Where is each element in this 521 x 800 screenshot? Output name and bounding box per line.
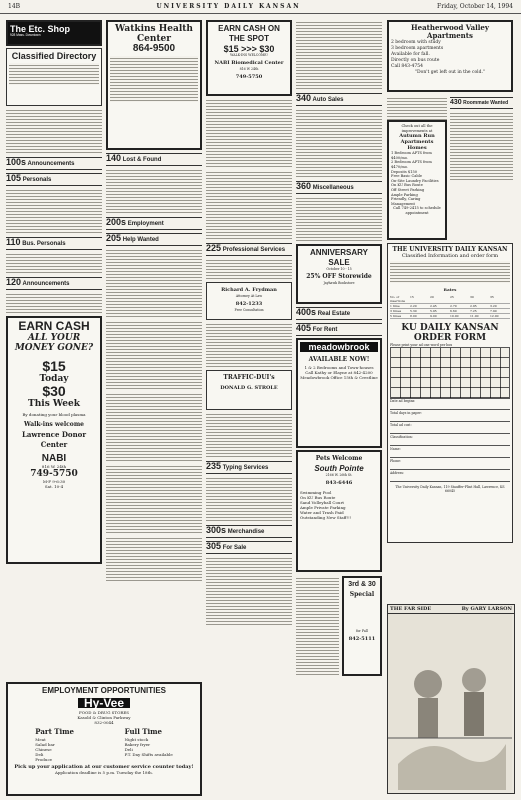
heatherwood-title: Heatherwood Valley Apartments [411, 23, 489, 40]
newspaper-name: UNIVERSITY DAILY KANSAN [156, 3, 301, 10]
rates-col-header: 20 [430, 295, 450, 304]
anniversary-promo: 25% OFF Storewide [306, 272, 372, 280]
name-field-label: Name: [390, 447, 401, 451]
rates-cell: 7.25 [470, 309, 490, 314]
help-wanted-listings-3 [106, 392, 202, 462]
earn-cash-ad [6, 316, 102, 564]
comic-illustration [388, 614, 512, 790]
col4-listings-1 [296, 20, 382, 90]
ft-item: Night stock [124, 737, 149, 742]
help-wanted-listings-5 [106, 536, 202, 582]
special-for-fall: for Fall [356, 629, 368, 633]
rates-col-header: 35 [490, 295, 510, 304]
amount-15: $15 [42, 358, 66, 374]
heatherwood-ad [387, 20, 513, 92]
phone-field[interactable] [390, 464, 510, 470]
pt-item: Deli [35, 752, 44, 757]
comic-author: By GARY LARSON [461, 606, 512, 612]
announcements2-heading: 120 Announcements [6, 277, 102, 290]
nabi-address: 816 W. 24th [41, 464, 67, 469]
heatherwood-item: Call 843-4754 [391, 64, 423, 69]
nabi-logo: NABI [41, 453, 67, 464]
meadowbrook-available: AVAILABLE NOW! [308, 356, 370, 363]
ft-item: Bakery fryer [124, 742, 151, 747]
watkins-hours [110, 56, 198, 102]
hyvee-employment-ad [6, 682, 202, 796]
hyvee-subtitle: FOOD & DRUG STORES [78, 710, 130, 715]
announcements-heading: 100s Announcements [6, 157, 102, 170]
roommate-heading: 430 Roommate Wanted [450, 97, 513, 109]
part-time-heading: Part Time [35, 727, 74, 736]
form-title: THE UNIVERSITY DAILY KANSAN [392, 246, 508, 253]
heatherwood-item: 3 bedroom apartments [391, 46, 444, 51]
rates-cell: 3.20 [490, 304, 510, 309]
mail-address: The University Daily Kansan, 119 Stauffer-Flint Hall, Lawrence, KS 66045 [395, 485, 505, 493]
classified-directory-title: Classified Directory [11, 51, 97, 61]
nabi-biomed-name: NABI Biomedical Center [214, 59, 284, 66]
days-field-label: Total days in paper: [390, 411, 422, 415]
rates-cell: 12.00 [490, 314, 510, 319]
column-2 [106, 18, 202, 678]
feature-item: On KU Bus Route [300, 494, 336, 500]
feature-item: Ample Private Parking [300, 504, 346, 510]
roommate-listings [450, 111, 513, 181]
bus-personals-heading: 110 Bus. Personals [6, 237, 102, 250]
autumn-check-text: Check out all the improvements at [401, 124, 433, 133]
classified-directory [6, 48, 102, 106]
page-header [0, 0, 521, 14]
feature-item: Outstanding New Staff!!! [300, 514, 352, 520]
professional-services-heading: 225 Professional Services [206, 243, 292, 256]
issue-date: Friday, October 14, 1994 [437, 3, 513, 10]
amount-30: $30 [42, 383, 66, 399]
employment-heading: 200s Employment [106, 217, 202, 230]
autumn-item: Friendly, Caring Management [391, 197, 421, 206]
south-pointe-ad [296, 450, 382, 572]
rates-cell: 5.30 [410, 309, 430, 314]
classified-policy-text [6, 108, 102, 154]
nabi-biomed-address: 816 W 24th [239, 66, 259, 71]
heatherwood-tagline: "Don't get left out in the cold." [414, 70, 485, 75]
bus-personals-listings [6, 252, 102, 274]
3rd-30-special-ad [342, 576, 382, 676]
nabi-phone: 749-5750 [30, 469, 78, 479]
days-field[interactable] [390, 416, 510, 422]
col3-listings-2 [206, 170, 292, 240]
meadowbrook-ad [296, 338, 382, 448]
rates-cell: 1 time [390, 304, 410, 309]
ad-text-grid[interactable] [390, 347, 510, 399]
misc-heading: 360 Miscellaneous [296, 181, 382, 194]
column-4 [296, 18, 382, 794]
rates-cell: 5 times [390, 314, 410, 319]
pt-item: Salad bar [35, 742, 55, 747]
watkins-phone: 864-9500 [132, 43, 176, 54]
special-line1: 3rd & 30 [348, 581, 376, 588]
this-week-label: This Week [28, 399, 80, 409]
cost-field[interactable] [390, 428, 510, 434]
south-pointe-address: 2166 W. 26th St. [325, 473, 353, 477]
lawyer-consultation: Free Consultation [234, 307, 264, 312]
money-gone-text: ALL YOUR MONEY GONE? [14, 333, 94, 353]
pets-welcome: Pets Welcome [315, 455, 363, 462]
walkins-text: WALK-INS WELCOME! [230, 53, 268, 57]
autumn-item: On-Site Laundry Facilities [391, 178, 439, 183]
pt-item: Chinese [35, 747, 52, 752]
prof-services-listings [206, 258, 292, 280]
autumn-item: Off Street Parking [391, 187, 425, 192]
special-phone: 842-5111 [348, 635, 376, 642]
rates-cell: 2.95 [470, 304, 490, 309]
announcements2-listings [6, 292, 102, 314]
rates-col-header: 15 [410, 295, 430, 304]
autumn-run-ad [387, 120, 447, 240]
help-wanted-listings-4 [106, 464, 202, 534]
rates-cell: 10.00 [450, 314, 470, 319]
earn-cash-heading: EARN CASH [18, 319, 90, 333]
south-pointe-logo: South Pointe [314, 464, 364, 473]
full-time-heading: Full Time [124, 727, 163, 736]
nabi-biomed-phone: 749-5750 [235, 73, 263, 80]
hyvee-store-location: Kasold & Clinton Parkway [77, 715, 131, 720]
heatherwood-item: Available for fall. [391, 52, 430, 57]
autumn-item: Ample Parking [391, 192, 418, 197]
hyvee-logo: Hy-Vee [78, 698, 130, 708]
rates-cell: 3 times [390, 309, 410, 314]
personals-listings [6, 188, 102, 234]
for-sale-listings [206, 556, 292, 626]
address-field-label: Address: [390, 471, 405, 475]
ad-text-instructions: Please print your ad one word per box [390, 343, 452, 347]
address-field[interactable] [390, 476, 510, 482]
meadowbrook-call: Call Kathy or Elayne at 842-4200 [305, 370, 373, 375]
help-wanted-listings-2 [106, 320, 202, 390]
pt-item: Produce [35, 757, 53, 762]
col3-listings-1 [206, 98, 292, 168]
lawyer-title: Attorney At Law [235, 294, 263, 298]
donor-center-name: Lawrence Donor Center [21, 430, 87, 449]
etc-shop-title: The Etc. Shop [10, 24, 71, 34]
misc-listings [296, 196, 382, 242]
col3-listings-4 [206, 412, 292, 458]
today-label: Today [39, 374, 69, 384]
col4-listings-2 [296, 576, 339, 676]
feature-item: Water and Trash Paid [300, 509, 344, 515]
employment-opportunities-title: EMPLOYMENT OPPORTUNITIES [41, 686, 166, 695]
etc-shop-ad [6, 20, 102, 46]
help-wanted-listings-1 [106, 248, 202, 318]
lost-found-listings [106, 168, 202, 214]
class-field-label: Classification: [390, 435, 413, 439]
rates-cell: 2.20 [410, 304, 430, 309]
autumn-item: Free Basic Cable [391, 174, 423, 179]
meadowbrook-logo: meadowbrook [300, 342, 378, 352]
anniversary-dates: October 10 - 15 [326, 267, 352, 271]
south-pointe-phone: 843-6446 [325, 479, 353, 486]
lost-found-heading: 140 Lost & Found [106, 153, 202, 166]
date-field[interactable] [390, 404, 510, 410]
traffic-dui-ad [206, 370, 292, 410]
autumn-item: Deposits $150 [391, 169, 418, 174]
merchandise-heading: 300s Merchandise [206, 525, 292, 538]
traffic-dui-title: TRAFFIC-DUI's [223, 374, 275, 381]
ft-item: Deli [124, 747, 133, 752]
watkins-title: Watkins Health Center [115, 24, 193, 44]
watkins-ad [106, 20, 202, 150]
phone-field-label: Phone: [390, 459, 402, 463]
rates-table [390, 295, 510, 319]
anniversary-title: ANNIVERSARY SALE [310, 248, 368, 267]
pickup-application-text: Pick up your application at our customer service counter today! [14, 764, 194, 770]
autumn-item: On KU Bus Route [391, 183, 423, 188]
for-sale-heading: 305 For Sale [206, 541, 292, 554]
real-estate-heading: 400s Real Estate [296, 307, 382, 320]
column-3 [206, 18, 292, 794]
rates-cell: 7.90 [490, 309, 510, 314]
heatherwood-item: 2 bedroom with study [391, 40, 441, 45]
form-instructions [390, 261, 510, 283]
typing-listings [206, 476, 292, 522]
comic-title: THE FAR SIDE [390, 606, 432, 612]
order-form-title: KU DAILY KANSAN ORDER FORM [401, 323, 499, 343]
donating-plasma-text: By donating your blood plasma [22, 412, 86, 417]
feature-item: Sand Volleyball Court [300, 499, 344, 505]
cost-field-label: Total ad cost: [390, 423, 412, 427]
rates-cell: 8.00 [410, 314, 430, 319]
for-rent-heading: 405 For Rent [296, 323, 382, 336]
autumn-item: 2 Bedroom APTS from $470/mo. [391, 160, 432, 169]
lawyer-phone: 842-1233 [235, 300, 263, 307]
auto-sales-heading: 340 Auto Sales [296, 93, 382, 106]
date-field-label: Date ad begins: [390, 399, 416, 403]
typing-services-heading: 235 Typing Services [206, 461, 292, 474]
col3-listings-3 [206, 322, 292, 368]
personals-heading: 105 Personals [6, 173, 102, 186]
directory-listings [9, 63, 99, 85]
meadowbrook-units: 1 & 2 Bedrooms and Town-houses [304, 365, 374, 370]
rates-col-header: 30 [470, 295, 490, 304]
class-field[interactable] [390, 440, 510, 446]
autumn-office: Call 749-2415 to schedule appointment [393, 206, 441, 215]
special-line2: Special [349, 591, 375, 598]
rates-cell: 5.95 [430, 309, 450, 314]
column-1 [6, 18, 102, 794]
page-number: 14B [8, 3, 21, 10]
etc-shop-address: 928 Mass. Downtown [10, 33, 41, 37]
autumn-item: 1 Bedroom APTS from $400/mo. [391, 151, 432, 160]
rates-col-header: No. of insertions [390, 295, 410, 304]
earn-cash-spot-title: EARN CASH ON THE SPOT [218, 24, 280, 43]
nabi-hours-saturday: Sat. 10-4 [44, 484, 64, 489]
anniversary-sale-ad [296, 244, 382, 304]
rates-cell: 11.00 [470, 314, 490, 319]
pt-shift-note: P.T. Day Shifts available [124, 752, 173, 757]
help-wanted-heading: 205 Help Wanted [106, 233, 202, 246]
meadowbrook-office: Meadowbrook Office 15th & Crestline [300, 375, 378, 380]
rates-col-header: 25 [450, 295, 470, 304]
rates-cell: 6.60 [450, 309, 470, 314]
traffic-lawyer-name: DONALD G. STROLE [220, 385, 278, 391]
rates-cell: 2.45 [430, 304, 450, 309]
autumn-run-name: Autumn Run Apartments Homes [399, 133, 435, 152]
auto-listings [296, 108, 382, 178]
feature-item: Swimming Pool [300, 489, 332, 495]
far-side-comic [387, 604, 515, 794]
rates-heading: Rates [443, 287, 457, 292]
name-field[interactable] [390, 452, 510, 458]
hyvee-phone: 832-0044 [94, 720, 114, 725]
anniversary-store: Jayhawk Bookstore [323, 280, 355, 285]
rates-cell: 9.00 [430, 314, 450, 319]
heatherwood-item: Directly on bus route [391, 58, 440, 63]
cash-amounts: $15 >>> $30 [223, 44, 275, 54]
walkins-welcome: Walk-ins welcome [24, 421, 84, 428]
form-subtitle: Classified Information and order form [401, 253, 499, 259]
lawyer-name: Richard A. Frydman [221, 287, 277, 293]
lawyer-ad [206, 282, 292, 320]
earn-cash-spot-ad [206, 20, 292, 96]
application-deadline: Application deadline is 5 p.m. Tuesday the 18th. [54, 770, 154, 775]
rates-cell: 2.70 [450, 304, 470, 309]
nabi-hours-weekday: M-F 9-6:30 [42, 479, 66, 484]
classified-order-form [387, 243, 513, 543]
pt-item: Meat [35, 737, 46, 742]
